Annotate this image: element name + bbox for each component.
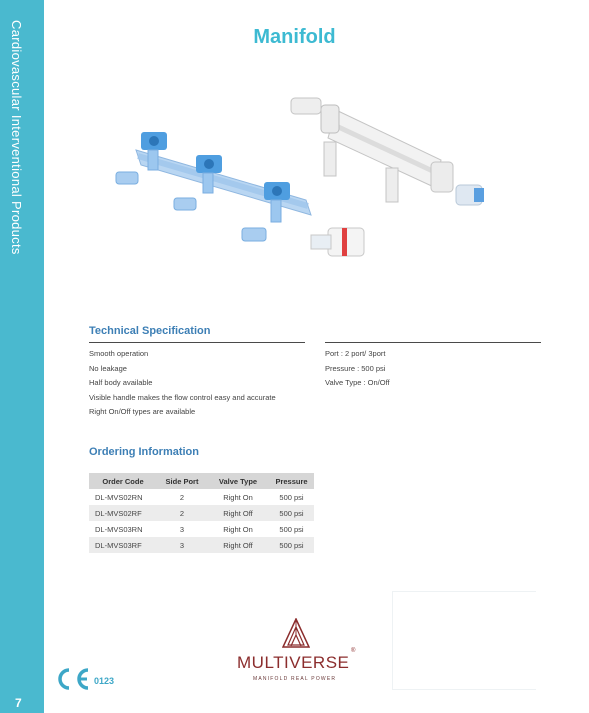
- column-header: Pressure: [269, 473, 314, 489]
- multiverse-logo-icon: [282, 618, 310, 648]
- technical-spec-heading: Technical Specification: [89, 325, 211, 337]
- spec-item: Valve Type : On/Off: [325, 378, 390, 387]
- blank-box: [392, 591, 536, 690]
- brand-tagline: MANIFOLD REAL POWER: [253, 676, 337, 682]
- spec-item: Pressure : 500 psi: [325, 363, 386, 373]
- registered-mark: ®: [351, 648, 356, 654]
- ordering-table: [89, 473, 314, 553]
- side-port-cell: 2: [157, 505, 207, 521]
- table-row: [89, 537, 314, 553]
- spec-item: No leakage: [89, 363, 127, 373]
- manifold-product-photo: [96, 90, 546, 290]
- valve-type-cell: Right Off: [207, 537, 269, 553]
- valve-type-cell: Right On: [223, 492, 253, 502]
- ordering-info-heading: Ordering Information: [89, 446, 199, 458]
- side-port-cell: 2: [179, 492, 185, 502]
- column-header: Valve Type: [207, 473, 269, 489]
- spec-item: Right On/Off types are available: [89, 407, 196, 416]
- pressure-cell: 500 psi: [269, 505, 314, 521]
- ce-mark-icon: [52, 666, 92, 692]
- sidebar: [0, 0, 44, 713]
- column-header: Order Code: [89, 473, 157, 489]
- pressure-cell: 500 psi: [279, 524, 304, 534]
- page-title: Manifold: [253, 26, 336, 48]
- spec-item: Smooth operation: [89, 349, 149, 358]
- sidebar-title: Cardiovascular Interventional Products: [9, 20, 24, 255]
- table-row: [89, 489, 314, 505]
- spec-item: Visible handle makes the flow control easy and accurate: [89, 392, 276, 402]
- spec-list-right: [325, 347, 390, 391]
- spec-rule-left: [89, 342, 305, 343]
- spec-rule-right: [325, 342, 541, 343]
- clear-manifold-image: [291, 98, 484, 205]
- table-header-row: [89, 473, 314, 489]
- brand-name: MULTIVERSE: [237, 653, 350, 672]
- pressure-cell: 500 psi: [269, 537, 314, 553]
- spec-list-left: [89, 347, 276, 420]
- order-code-cell: DL-MVS03RN: [95, 524, 143, 534]
- side-port-cell: 3: [179, 524, 185, 534]
- ce-notified-body-number: 0123: [94, 676, 115, 686]
- pressure-cell: 500 psi: [279, 492, 304, 502]
- valve-type-cell: Right On: [223, 524, 253, 534]
- column-header: Side Port: [157, 473, 207, 489]
- spec-item: Port : 2 port/ 3port: [325, 349, 386, 358]
- valve-type-cell: Right Off: [207, 505, 269, 521]
- table-row: [89, 521, 314, 537]
- order-code-cell: DL-MVS02RF: [89, 505, 157, 521]
- order-code-cell: DL-MVS02RN: [95, 492, 143, 502]
- spec-item: Half body available: [89, 378, 153, 387]
- table-row: [89, 505, 314, 521]
- side-port-cell: 3: [157, 537, 207, 553]
- page-number: 7: [15, 696, 22, 710]
- order-code-cell: DL-MVS03RF: [89, 537, 157, 553]
